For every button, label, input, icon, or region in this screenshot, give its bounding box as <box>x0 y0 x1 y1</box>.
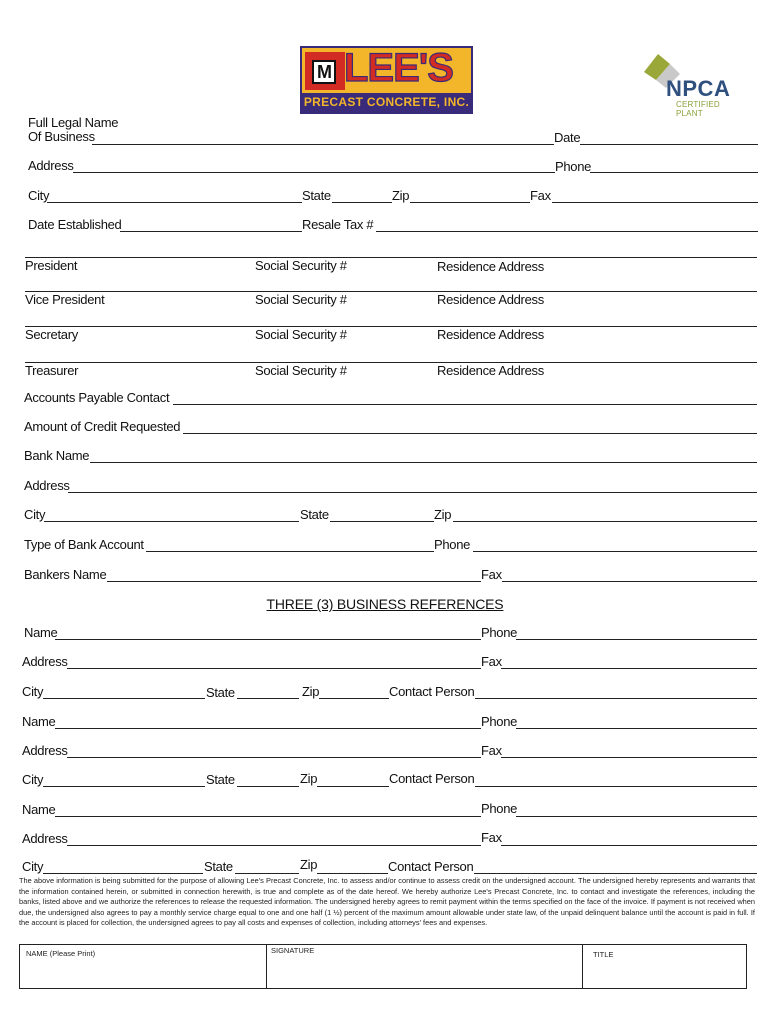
title-label: TITLE <box>593 950 614 959</box>
bank-name-label: Bank Name <box>24 448 90 463</box>
ref-city-field[interactable] <box>43 698 205 699</box>
state-field[interactable] <box>332 202 392 203</box>
ref-fax-label: Fax <box>481 830 502 845</box>
full-legal-name-label: Full Legal Name <box>28 115 119 130</box>
officer-title: Treasurer <box>25 363 79 378</box>
credit-requested-field[interactable] <box>183 433 757 434</box>
resale-tax-field[interactable] <box>376 231 758 232</box>
ref-contact-field[interactable] <box>475 786 757 787</box>
signature-cell[interactable] <box>266 945 583 988</box>
logo-name: LEE'S <box>344 46 453 90</box>
date-label: Date <box>554 130 581 145</box>
bank-name-field[interactable] <box>90 462 757 463</box>
phone-field[interactable] <box>590 172 758 173</box>
ref-city-label: City <box>22 772 44 787</box>
bank-phone-field[interactable] <box>473 551 757 552</box>
officer-residence-label: Residence Address <box>437 327 544 342</box>
ref-fax-field[interactable] <box>501 668 757 669</box>
npca-tagline: CERTIFIED PLANT <box>676 100 720 118</box>
officer-residence-label: Residence Address <box>437 259 544 274</box>
phone-label: Phone <box>555 159 592 174</box>
officer-title: President <box>25 258 78 273</box>
bank-address-label: Address <box>24 478 70 493</box>
ref-contact-field[interactable] <box>475 698 757 699</box>
account-type-field[interactable] <box>146 551 434 552</box>
ref-zip-label: Zip <box>302 684 320 699</box>
officer-field-line[interactable] <box>25 326 757 327</box>
officer-title: Vice President <box>25 292 105 307</box>
logo-tagline: PRECAST CONCRETE, INC. <box>302 93 471 112</box>
ref-address-label: Address <box>22 743 68 758</box>
disclaimer-text: The above information is being submitted for the purpose of allowing Lee's Precast Concrete, Inc. to assess and/or continue to assess credit on the undersigned account. The undersigned hereby represents and warrants that the information contained herein, or submitted in connection herewith, is true and complete as of the date hereof. We hereby authorize Lee's Precast Concrete, Inc. to contact and investigate the references, including the banks, listed above and we authorize the references to release the requested information. The undersigned hereby agrees to remit payment within the terms specified on the face of the invoice. If payment is not received when due, the undersigned also agrees to pay a monthly service charge equal to one and one half (1 ½) percent of the maximum amount allowable under state law, of the unpaid delinquent balance until the account is paid in full. If the account is placed for collection, the undersigned agrees to pay all costs and expenses of collection, including attorneys' fees and expenses. <box>19 876 755 928</box>
ref-name-label: Name <box>22 714 56 729</box>
name-print-label: NAME (Please Print) <box>26 949 96 958</box>
officer-field-line[interactable] <box>25 362 757 363</box>
ref-address-label: Address <box>22 831 68 846</box>
date-established-label: Date Established <box>28 217 122 232</box>
officer-divider <box>25 257 757 258</box>
ref-address-label: Address <box>22 654 68 669</box>
business-name-field[interactable] <box>92 144 554 145</box>
ref-city-label: City <box>22 684 44 699</box>
city-field[interactable] <box>47 202 302 203</box>
zip-label: Zip <box>392 188 410 203</box>
ref-contact-label: Contact Person <box>389 684 475 699</box>
officer-field-line[interactable] <box>25 291 757 292</box>
signature-label: SIGNATURE <box>271 946 315 955</box>
ref-address-field[interactable] <box>67 757 481 758</box>
ref-city-field[interactable] <box>43 786 205 787</box>
bank-state-field[interactable] <box>330 521 434 522</box>
address-field[interactable] <box>73 172 555 173</box>
ref-zip-field[interactable] <box>317 873 388 874</box>
ref-phone-field[interactable] <box>516 816 757 817</box>
bank-zip-label: Zip <box>434 507 452 522</box>
ref-contact-label: Contact Person <box>388 859 474 874</box>
ref-name-field[interactable] <box>55 816 481 817</box>
ref-zip-label: Zip <box>300 771 318 786</box>
signature-box <box>19 944 747 989</box>
ref-phone-label: Phone <box>481 625 518 640</box>
ref-name-label: Name <box>24 625 58 640</box>
ref-zip-label: Zip <box>300 857 318 872</box>
bank-address-field[interactable] <box>68 492 757 493</box>
ref-state-label: State <box>204 859 233 874</box>
ref-state-label: State <box>206 772 235 787</box>
ref-phone-label: Phone <box>481 801 518 816</box>
logo-m-box: M <box>312 60 336 84</box>
ref-name-label: Name <box>22 802 56 817</box>
ref-zip-field[interactable] <box>317 786 389 787</box>
resale-tax-label: Resale Tax # <box>302 217 374 232</box>
bank-city-label: City <box>24 507 46 522</box>
bank-fax-label: Fax <box>481 567 502 582</box>
address-label: Address <box>28 158 74 173</box>
of-business-label: Of Business <box>28 129 95 144</box>
officer-ssn-label: Social Security # <box>255 292 347 307</box>
officer-ssn-label: Social Security # <box>255 258 347 273</box>
ap-contact-label: Accounts Payable Contact <box>24 390 170 405</box>
bank-zip-field[interactable] <box>453 521 757 522</box>
npca-word: NPCA <box>666 76 731 101</box>
ref-state-label: State <box>206 685 235 700</box>
officer-residence-label: Residence Address <box>437 292 544 307</box>
officer-ssn-label: Social Security # <box>255 327 347 342</box>
bank-city-field[interactable] <box>44 521 299 522</box>
fax-label: Fax <box>530 188 551 203</box>
bankers-name-field[interactable] <box>107 581 481 582</box>
ref-fax-label: Fax <box>481 654 502 669</box>
references-heading: THREE (3) BUSINESS REFERENCES <box>266 596 504 612</box>
ref-contact-field[interactable] <box>474 873 757 874</box>
ref-address-field[interactable] <box>67 845 481 846</box>
date-field[interactable] <box>580 144 758 145</box>
ref-contact-label: Contact Person <box>389 771 475 786</box>
ref-zip-field[interactable] <box>319 698 389 699</box>
bank-state-label: State <box>300 507 329 522</box>
ref-name-field[interactable] <box>55 639 481 640</box>
ref-phone-field[interactable] <box>516 728 757 729</box>
ref-state-field[interactable] <box>235 873 299 874</box>
officer-residence-label: Residence Address <box>437 363 544 378</box>
fax-field[interactable] <box>552 202 758 203</box>
npca-certified-logo <box>636 50 746 118</box>
bank-fax-field[interactable] <box>502 581 757 582</box>
account-type-label: Type of Bank Account <box>24 537 144 552</box>
ref-fax-field[interactable] <box>501 757 757 758</box>
ref-address-field[interactable] <box>67 668 481 669</box>
officer-title: Secretary <box>25 327 78 342</box>
bank-phone-label: Phone <box>434 537 471 552</box>
ap-contact-field[interactable] <box>173 404 757 405</box>
credit-requested-label: Amount of Credit Requested <box>24 419 181 434</box>
city-label: City <box>28 188 50 203</box>
ref-phone-field[interactable] <box>516 639 757 640</box>
ref-city-label: City <box>22 859 44 874</box>
date-established-field[interactable] <box>120 231 302 232</box>
state-label: State <box>302 188 331 203</box>
ref-fax-field[interactable] <box>501 845 757 846</box>
ref-city-field[interactable] <box>43 873 203 874</box>
ref-name-field[interactable] <box>55 728 481 729</box>
bankers-name-label: Bankers Name <box>24 567 107 582</box>
ref-phone-label: Phone <box>481 714 518 729</box>
ref-state-field[interactable] <box>237 786 299 787</box>
officer-ssn-label: Social Security # <box>255 363 347 378</box>
ref-fax-label: Fax <box>481 743 502 758</box>
title-cell[interactable] <box>582 945 749 988</box>
ref-state-field[interactable] <box>237 698 299 699</box>
zip-field[interactable] <box>410 202 530 203</box>
lees-precast-logo <box>300 46 473 114</box>
